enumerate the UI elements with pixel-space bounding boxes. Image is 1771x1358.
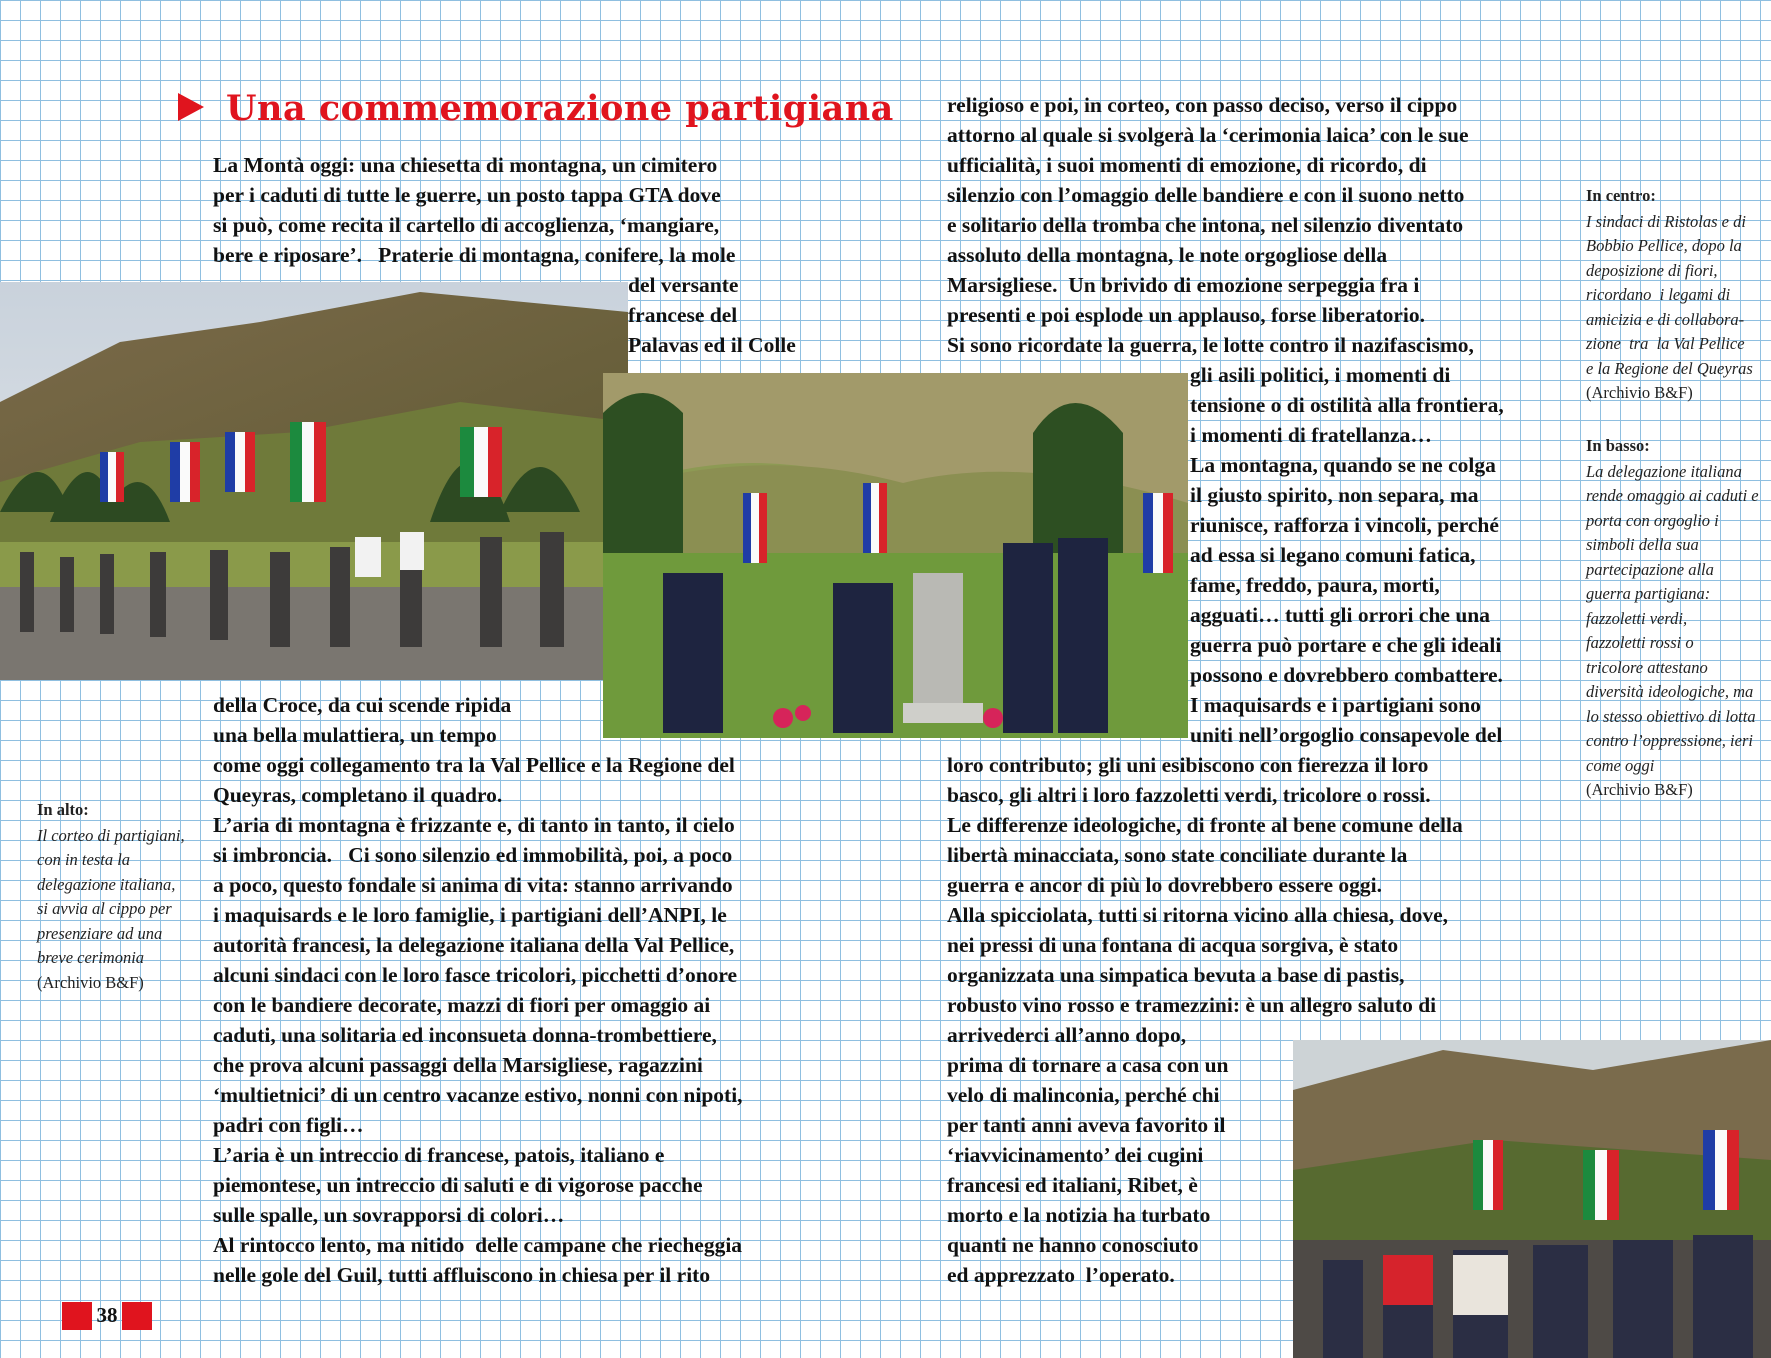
text-line: Palavas ed il Colle [628, 333, 796, 357]
text-line: silenzio con l’omaggio delle bandiere e con il suono netto [947, 183, 1465, 207]
caption-line: ricordano i legami di [1586, 285, 1731, 304]
text-line: del versante [628, 273, 739, 297]
text-line: per tanti anni aveva favorito il [947, 1113, 1226, 1137]
caption-line: Il corteo di partigiani, [37, 825, 185, 845]
caption-line: zione tra la Val Pellice [1586, 334, 1745, 353]
text-line: come oggi collegamento tra la Val Pellice e la Regione del [213, 753, 735, 777]
text-line: possono e dovrebbero combattere. [1190, 663, 1503, 687]
text-line: ‘riavvicinamento’ dei cugini [947, 1143, 1204, 1167]
triangle-bullet-icon [178, 93, 204, 121]
column1-wrap [628, 270, 828, 360]
text-line: i momenti di fratellanza… [1190, 423, 1432, 447]
text-line: che prova alcuni passaggi della Marsigliese, ragazzini [213, 1053, 703, 1077]
text-line: caduti, una solitaria ed inconsueta donna-trombettiere, [213, 1023, 717, 1047]
text-line: tensione o di ostilità alla frontiera, [1190, 393, 1504, 417]
caption-line: Bobbio Pellice, dopo la [1586, 236, 1742, 255]
text-line: francesi ed italiani, Ribet, è [947, 1173, 1198, 1197]
caption-line: delegazione italiana, [37, 874, 176, 894]
caption-line: si avvia al cippo per [37, 899, 172, 918]
text-line: agguati… tutti gli orrori che una [1190, 603, 1490, 627]
page-number-text: 38 [96, 1303, 118, 1327]
caption-archive: (Archivio B&F) [37, 972, 144, 992]
caption-line: con in testa la [37, 850, 131, 869]
photo-crowd [1293, 1040, 1771, 1358]
caption-line: porta con orgoglio i [1586, 510, 1719, 530]
text-line: guerra e ancor di più lo dovrebbero essere oggi. [947, 873, 1382, 897]
text-line: riunisce, rafforza i vincoli, perché [1190, 513, 1499, 537]
text-line: velo di malinconia, perché chi [947, 1083, 1220, 1107]
caption-top [37, 798, 197, 995]
text-line: i maquisards e le loro famiglie, i partigiani dell’ANPI, le [213, 903, 727, 927]
text-line: padri con figli… [213, 1113, 364, 1137]
text-line: quanti ne hanno conosciuto [947, 1233, 1199, 1257]
text-line: L’aria è un intreccio di francese, patois, italiano e [213, 1143, 665, 1167]
text-line: a poco, questo fondale si anima di vita: stanno arrivando [213, 873, 733, 897]
caption-line: e la Regione del Queyras [1586, 358, 1753, 378]
text-line: nelle gole del Guil, tutti affluiscono in chiesa per il rito [213, 1263, 711, 1287]
text-line: La Montà oggi: una chiesetta di montagna, un cimitero [213, 153, 718, 177]
text-line: uniti nell’orgoglio consapevole del [1190, 723, 1503, 747]
caption-line: fazzoletti verdi, [1586, 608, 1688, 628]
text-line: arrivederci all’anno dopo, [947, 1023, 1187, 1047]
caption-line: simboli della sua [1586, 535, 1699, 554]
column1-intro [213, 150, 833, 270]
text-line: gli asili politici, i momenti di [1190, 363, 1451, 387]
text-line: Marsigliese. Un brivido di emozione serpeggia fra i [947, 273, 1420, 297]
column2-top [947, 90, 1587, 360]
text-line: libertà minacciata, sono state conciliate durante la [947, 843, 1408, 867]
text-line: il giusto spirito, non separa, ma [1190, 483, 1479, 507]
text-line: si imbroncia. Ci sono silenzio ed immobilità, poi, a poco [213, 843, 733, 867]
caption-line: come oggi [1586, 755, 1655, 775]
text-line: robusto vino rosso e tramezzini: è un allegro saluto di [947, 993, 1437, 1017]
text-line: della Croce, da cui scende ripida [213, 693, 512, 717]
column2-wrap [1190, 360, 1610, 750]
caption-line: deposizione di fiori, [1586, 260, 1718, 280]
caption-center [1586, 184, 1766, 406]
caption-heading: In alto: [37, 800, 89, 819]
text-line: e solitario della tromba che intona, nel silenzio diventato [947, 213, 1464, 237]
red-square-icon [62, 1302, 92, 1330]
text-line: ufficialità, i suoi momenti di emozione, di ricordo, di [947, 153, 1427, 177]
text-line: Alla spicciolata, tutti si ritorna vicino alla chiesa, dove, [947, 903, 1449, 927]
article-title [178, 88, 894, 129]
caption-heading: In basso: [1586, 436, 1650, 455]
caption-heading: In centro: [1586, 186, 1656, 205]
text-line: bere e riposare’. Praterie di montagna, conifere, la mole [213, 243, 736, 267]
text-line: loro contributo; gli uni esibiscono con fierezza il loro [947, 753, 1429, 777]
text-line: Queyras, completano il quadro. [213, 783, 503, 807]
caption-bottom [1586, 434, 1766, 803]
text-line: Al rintocco lento, ma nitido delle campane che riecheggia [213, 1233, 743, 1257]
text-line: morto e la notizia ha turbato [947, 1203, 1211, 1227]
text-line: nei pressi di una fontana di acqua sorgiva, è stato [947, 933, 1399, 957]
caption-line: lo stesso obiettivo di lotta [1586, 706, 1756, 726]
caption-line: presenziare ad una [37, 923, 163, 943]
text-line: basco, gli altri i loro fazzoletti verdi, tricolore o rossi. [947, 783, 1431, 807]
text-line: religioso e poi, in corteo, con passo deciso, verso il cippo [947, 93, 1458, 117]
text-line: L’aria di montagna è frizzante e, di tanto in tanto, il cielo [213, 813, 735, 837]
text-line: autorità francesi, la delegazione italiana della Val Pellice, [213, 933, 735, 957]
text-line: fame, freddo, paura, morti, [1190, 573, 1440, 597]
text-line: La montagna, quando se ne colga [1190, 453, 1496, 477]
article-title-text: Una commemorazione partigiana [226, 88, 894, 129]
photo-procession [0, 282, 628, 680]
text-line: si può, come recita il cartello di accoglienza, ‘mangiare, [213, 213, 720, 237]
column2-bottom [947, 1050, 1292, 1290]
page-number [62, 1302, 152, 1330]
caption-line: partecipazione alla [1586, 559, 1714, 579]
red-square-icon [122, 1302, 152, 1330]
text-line: sulle spalle, un sovrapporsi di colori… [213, 1203, 565, 1227]
caption-line: guerra partigiana: [1586, 584, 1711, 603]
column2-middle [947, 750, 1587, 1050]
text-line: una bella mulattiera, un tempo [213, 723, 497, 747]
text-line: organizzata una simpatica bevuta a base di pastis, [947, 963, 1405, 987]
text-line: alcuni sindaci con le loro fasce tricolori, picchetti d’onore [213, 963, 738, 987]
column1-body [213, 690, 853, 1290]
caption-line: amicizia e di collabora- [1586, 309, 1745, 329]
text-line: francese del [628, 303, 738, 327]
caption-line: fazzoletti rossi o [1586, 633, 1694, 652]
caption-archive: (Archivio B&F) [1586, 383, 1693, 402]
text-line: assoluto della montagna, le note orgogliose della [947, 243, 1388, 267]
text-line: ed apprezzato l’operato. [947, 1263, 1175, 1287]
text-line: Si sono ricordate la guerra, le lotte contro il nazifascismo, [947, 333, 1474, 357]
caption-line: rende omaggio ai caduti e [1586, 486, 1759, 505]
caption-line: I sindaci di Ristolas e di [1586, 211, 1746, 231]
text-line: guerra può portare e che gli ideali [1190, 633, 1502, 657]
caption-line: contro l’oppressione, ieri [1586, 731, 1753, 750]
caption-line: La delegazione italiana [1586, 461, 1742, 481]
text-line: per i caduti di tutte le guerre, un posto tappa GTA dove [213, 183, 721, 207]
caption-archive: (Archivio B&F) [1586, 780, 1693, 799]
text-line: piemontese, un intreccio di saluti e di vigorose pacche [213, 1173, 703, 1197]
text-line: con le bandiere decorate, mazzi di fiori per omaggio ai [213, 993, 711, 1017]
text-line: attorno al quale si svolgerà la ‘cerimonia laica’ con le sue [947, 123, 1469, 147]
photo-memorial [603, 373, 1188, 738]
text-line: I maquisards e i partigiani sono [1190, 693, 1481, 717]
text-line: prima di tornare a casa con un [947, 1053, 1229, 1077]
caption-line: tricolore attestano [1586, 657, 1708, 677]
text-line: ad essa si legano comuni fatica, [1190, 543, 1476, 567]
text-line: Le differenze ideologiche, di fronte al bene comune della [947, 813, 1463, 837]
caption-line: diversità ideologiche, ma [1586, 682, 1754, 701]
text-line: presenti e poi esplode un applauso, forse liberatorio. [947, 303, 1425, 327]
text-line: ‘multietnici’ di un centro vacanze estivo, nonni con nipoti, [213, 1083, 743, 1107]
caption-line: breve cerimonia [37, 948, 145, 967]
